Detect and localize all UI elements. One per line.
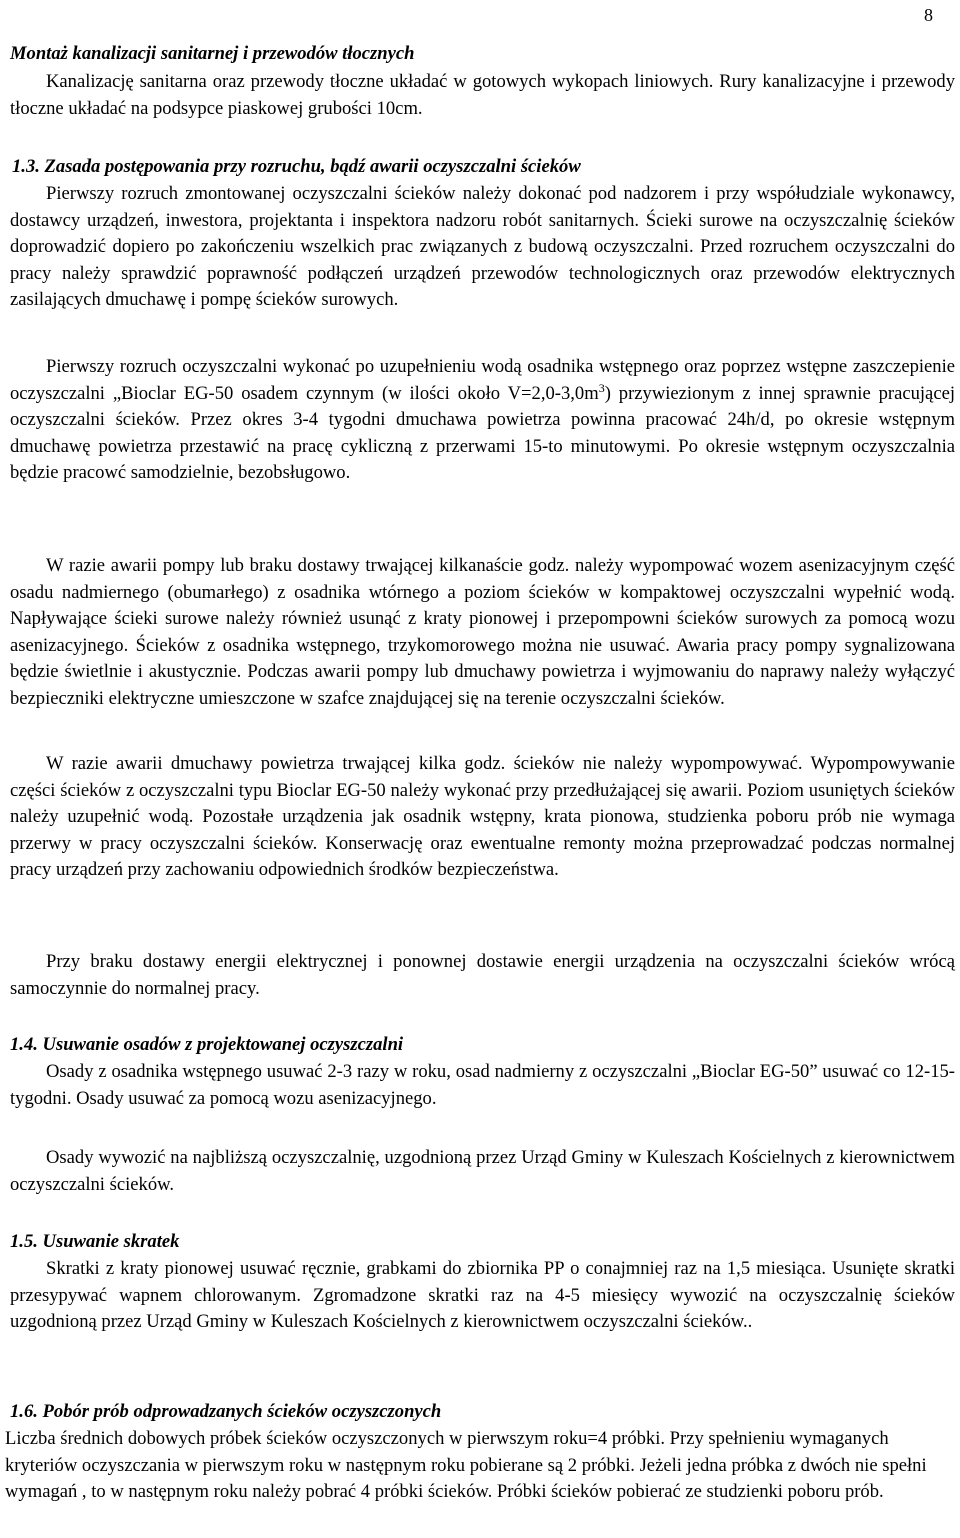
- paragraph-1-6-1: Liczba średnich dobowych próbek ścieków oczyszczonych w pierwszym roku=4 próbki. Przy spełnieniu wymaganych kryteriów oczyszczania w pierwszym roku w następnym roku pobierane są 2 próbki. Jeżeli jedna próbka z dwóch nie spełni wymagań , to w następnym roku należy pobrać 4 próbki ścieków. Próbki ścieków pobierać ze studzienki poboru prób.: [5, 1428, 927, 1503]
- paragraph-1-4-1: Osady z osadnika wstępnego usuwać 2-3 razy w roku, osad nadmierny z oczyszczalni „Bioclar EG-50” usuwać co 12-15- tygodni. Osady usuwać za pomocą wozu asenizacyjnego.: [10, 1061, 955, 1109]
- paragraph-1-3-2-part-a: Pierwszy rozruch oczyszczalni wykonać po uzupełnieniu wodą osadnika wstępnego oraz poprzez wstępne zaszczepienie oczyszczalni „Bioclar EG-50 osadem czynnym (w ilości około V=2,0-3,0m: [10, 356, 955, 404]
- paragraph-1-4-2: Osady wywozić na najbliższą oczyszczalnię, uzgodnioną przez Urząd Gminy w Kuleszach Kościelnych z kierownictwem oczyszczalni ścieków.: [10, 1147, 955, 1195]
- paragraph-1-3-3: W razie awarii pompy lub braku dostawy trwającej kilkanaście godz. należy wypompować wozem asenizacyjnym część osadu nadmiernego (obumarłego) z osadnika wtórnego a poziom ścieków w kompaktowej oczyszczalni wypełnić wodą. Napływające ścieki surowe należy również usunąć z kraty pionowej i przepompowni ścieków surowych za pomocą wozu asenizacyjnego. Ścieków z osadnika wstępnego, trzykomorowego można nie usuwać. Awaria pracy pompy sygnalizowana będzie świetlnie i akustycznie. Podczas awarii pompy lub dmuchawy powietrza i wyjmowaniu do naprawy należy wyłączyć bezpieczniki elektryczne umieszczone w szafce znajdującej się na terenie oczyszczalni ścieków.: [10, 555, 955, 709]
- paragraph-1-3-1: Pierwszy rozruch zmontowanej oczyszczalni ścieków należy dokonać pod nadzorem i przy współudziale wykonawcy, dostawcy urządzeń, inwestora, projektanta i inspektora nadzoru robót sanitarnych. Ścieki surowe na oczyszczalnię ścieków doprowadzić dopiero po zakończeniu wszelkich prac związanych z budową oczyszczalni. Przed rozruchem oczyszczalni do pracy należy sprawdzić poprawność podłączeń urządzeń przewodów technologicznych oraz przewodów elektrycznych zasilających dmuchawę i pompę ścieków surowych.: [10, 183, 955, 311]
- section-title-montaz: Montaż kanalizacji sanitarnej i przewodów tłocznych: [10, 43, 415, 64]
- paragraph-1-3-5: Przy braku dostawy energii elektrycznej i ponownej dostawie energii urządzenia na oczyszczalni ścieków wrócą samoczynnie do normalnej pracy.: [10, 951, 955, 999]
- section-title-1-3: 1.3. Zasada postępowania przy rozruchu, bądź awarii oczyszczalni ścieków: [12, 156, 581, 177]
- paragraph-1-5-1: Skratki z kraty pionowej usuwać ręcznie, grabkami do zbiornika PP o conajmniej raz na 1,5 miesiąca. Usunięte skratki przesypywać wapnem chlorowanym. Zgromadzone skratki raz na 4-5 miesięcy wywozić na oczyszczalnię ścieków uzgodnioną przez Urząd Gminy w Kuleszach Kościelnych z kierownictwem oczyszczalni ścieków..: [10, 1258, 955, 1333]
- paragraph-1-3-4: W razie awarii dmuchawy powietrza trwającej kilka godz. ścieków nie należy wypompowywać. Wypompowywanie części ścieków z oczyszczalni typu Bioclar EG-50 należy wykonać przy przedłużającej się awarii. Poziom usuniętych ścieków należy uzupełnić wodą. Pozostałe urządzenia jak osadnik wstępny, krata pionowa, studzienka poboru prób nie wymaga przerwy w pracy oczyszczalni ścieków. Konserwację oraz ewentualne remonty można przeprowadzać podczas normalnej pracy urządzeń przy zachowaniu odpowiednich środków bezpieczeństwa.: [10, 753, 955, 881]
- paragraph-1-3-2: [10, 354, 955, 487]
- paragraph-montaz: Kanalizację sanitarna oraz przewody tłoczne układać w gotowych wykopach liniowych. Rury kanalizacyjne i przewody tłoczne układać na podsypce piaskowej grubości 10cm.: [10, 71, 955, 119]
- section-title-1-4: 1.4. Usuwanie osadów z projektowanej oczyszczalni: [10, 1034, 404, 1055]
- section-title-1-5: 1.5. Usuwanie skratek: [10, 1231, 180, 1252]
- section-title-1-6: 1.6. Pobór prób odprowadzanych ścieków oczyszczonych: [10, 1401, 442, 1422]
- paragraph-1-3-2-part-b: ) przywiezionym z innej sprawnie pracującej oczyszczalni ścieków. Przez okres 3-4 tygodni dmuchawa powietrza powinna pracować 24h/d, po okresie wstępnym dmuchawę powietrza przestawić na pracę cykliczną z przerwami 15-to minutowymi. Po okresie wstępnym oczyszczalnia będzie pracowć samodzielnie, bezobsługowo.: [10, 382, 955, 484]
- superscript-3: 3: [598, 380, 605, 395]
- page-number: 8: [924, 5, 933, 25]
